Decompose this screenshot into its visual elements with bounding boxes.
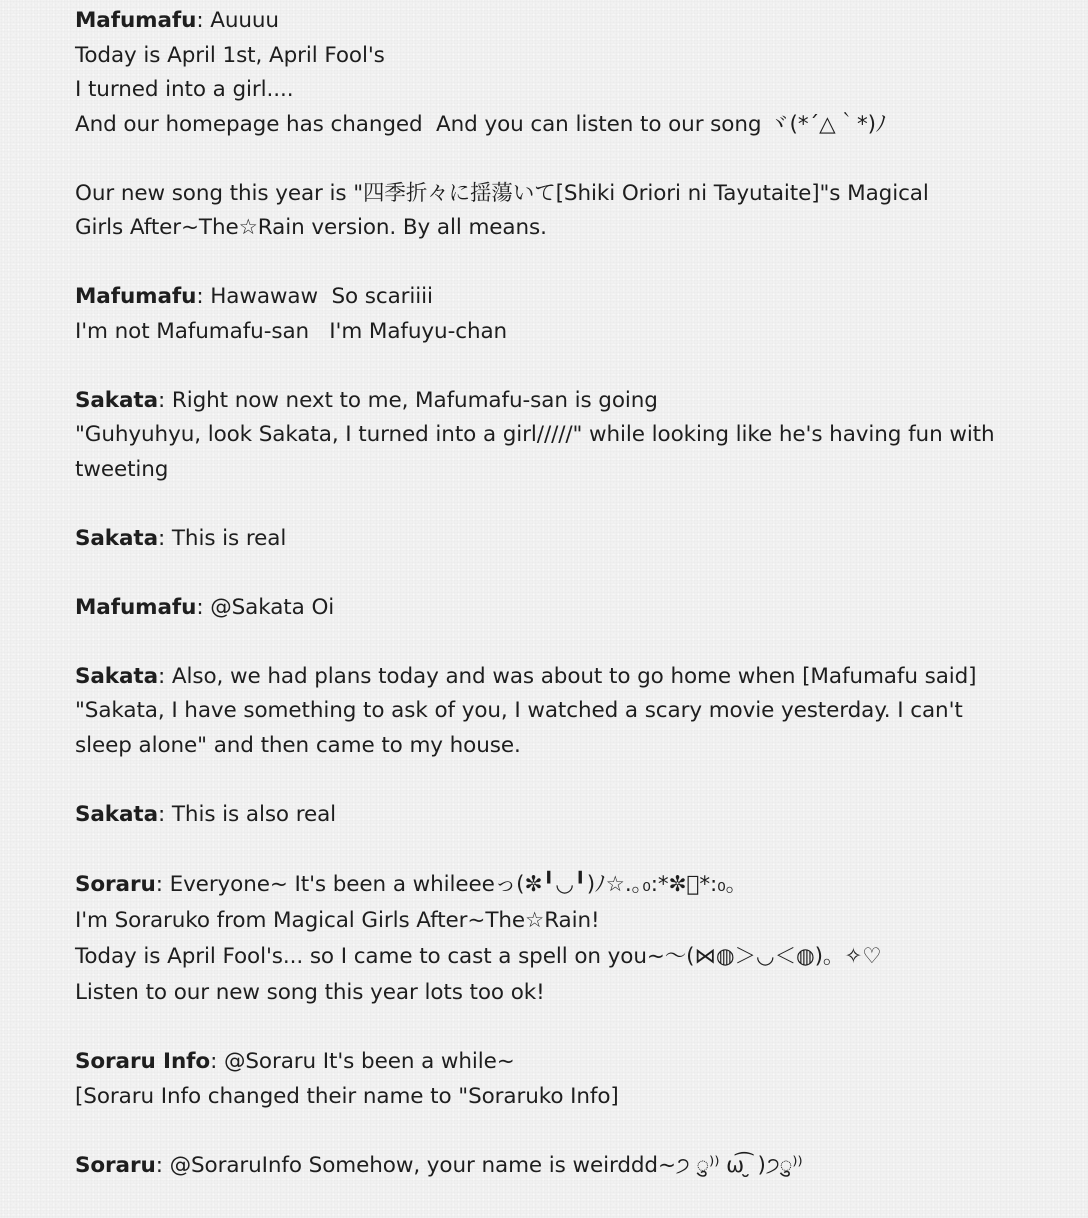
- message-text: Everyone~ It's been a whileeeっ(✼╹◡╹)ﾉ☆.｡₀:*✼ﾟ*:₀｡: [169, 871, 737, 897]
- entry-mafumafu-3: [75, 591, 1035, 626]
- message-line: Today is April Fool's... so I came to cast a spell on you~～(⋈◍＞◡＜◍)。✧♡: [75, 943, 882, 969]
- entry-sakata-1: [75, 384, 1035, 488]
- message-line: Sakata: This is real: [75, 525, 287, 551]
- speaker-name: Soraru: [75, 1152, 156, 1178]
- message-line: Mafumafu: Auuuu: [75, 8, 279, 33]
- message-line: I turned into a girl....: [75, 77, 294, 102]
- speaker-name: Soraru: [75, 871, 156, 897]
- message-text: @Soraru It's been a while~: [223, 1049, 515, 1074]
- speaker-name: Mafumafu: [75, 8, 197, 33]
- message-line: Today is April 1st, April Fool's: [75, 42, 385, 68]
- entry-new-song: [75, 177, 1035, 246]
- message-text: Hawawaw So scariiii: [210, 284, 433, 309]
- message-line: Mafumafu: @Sakata Oi: [75, 594, 335, 620]
- message-line: Soraru: Everyone~ It's been a whileeeっ(✼╹◡╹)ﾉ☆.｡₀:*✼ﾟ*:₀｡: [75, 871, 737, 897]
- entry-sakata-3: [75, 660, 1035, 764]
- entry-soraru-info: [75, 1045, 1035, 1114]
- speaker-name: Sakata: [75, 663, 158, 689]
- entry-mafumafu-1: [75, 4, 1035, 142]
- message-line: Sakata: Also, we had plans today and was about to go home when [Mafumafu said]: [75, 663, 977, 689]
- speaker-name: Sakata: [75, 525, 158, 551]
- message-text: @Sakata Oi: [210, 594, 335, 620]
- entry-sakata-4: [75, 798, 1035, 833]
- message-line: Sakata: This is also real: [75, 801, 337, 827]
- speaker-name: Sakata: [75, 801, 158, 827]
- message-text: Also, we had plans today and was about to go home when [Mafumafu said]: [171, 663, 977, 689]
- speaker-name: Sakata: [75, 387, 158, 413]
- message-line: And our homepage has changed And you can listen to our song ヾ(*´△｀*)ﾉ: [75, 111, 887, 137]
- message-line: Our new song this year is "四季折々に揺蕩いて[Shiki Oriori ni Tayutaite]"s Magical: [75, 180, 929, 206]
- message-line: [Soraru Info changed their name to "Soraruko Info]: [75, 1083, 619, 1109]
- message-line: Soraru: @SoraruInfo Somehow, your name is weirddd~੭ ु⁾⁾ ω͡ ̮ )੭ु⁾⁾: [75, 1152, 803, 1178]
- entry-soraru-1: [75, 867, 1035, 1011]
- message-text: @SoraruInfo Somehow, your name is weirddd~੭ ु⁾⁾ ω͡ ̮ )੭ु⁾⁾: [169, 1152, 803, 1178]
- speaker-name: Mafumafu: [75, 594, 197, 620]
- message-text: Right now next to me, Mafumafu-san is going: [171, 387, 658, 413]
- transcript: [75, 4, 1035, 1218]
- speaker-name: Soraru Info: [75, 1049, 211, 1074]
- entry-mafumafu-2: [75, 280, 1035, 349]
- message-line: Mafumafu: Hawawaw So scariiii: [75, 284, 433, 309]
- message-line: Listen to our new song this year lots too ok!: [75, 979, 545, 1005]
- message-line: tweeting: [75, 456, 169, 482]
- message-line: I'm not Mafumafu-san I'm Mafuyu-chan: [75, 318, 508, 344]
- message-text: This is also real: [171, 801, 337, 827]
- message-text: This is real: [171, 525, 287, 551]
- message-line: I'm Soraruko from Magical Girls After~The☆Rain!: [75, 907, 600, 933]
- message-line: sleep alone" and then came to my house.: [75, 732, 521, 758]
- message-line: Soraru Info: @Soraru It's been a while~: [75, 1049, 515, 1074]
- entry-soraru-2: [75, 1149, 1035, 1184]
- message-text: Auuuu: [210, 8, 279, 33]
- message-line: Sakata: Right now next to me, Mafumafu-san is going: [75, 387, 658, 413]
- speaker-name: Mafumafu: [75, 284, 197, 309]
- message-line: Girls After~The☆Rain version. By all means.: [75, 215, 547, 240]
- entry-sakata-2: [75, 522, 1035, 557]
- message-line: "Sakata, I have something to ask of you, I watched a scary movie yesterday. I can't: [75, 698, 963, 723]
- message-line: "Guhyuhyu, look Sakata, I turned into a girl/////" while looking like he's having fun with: [75, 422, 995, 447]
